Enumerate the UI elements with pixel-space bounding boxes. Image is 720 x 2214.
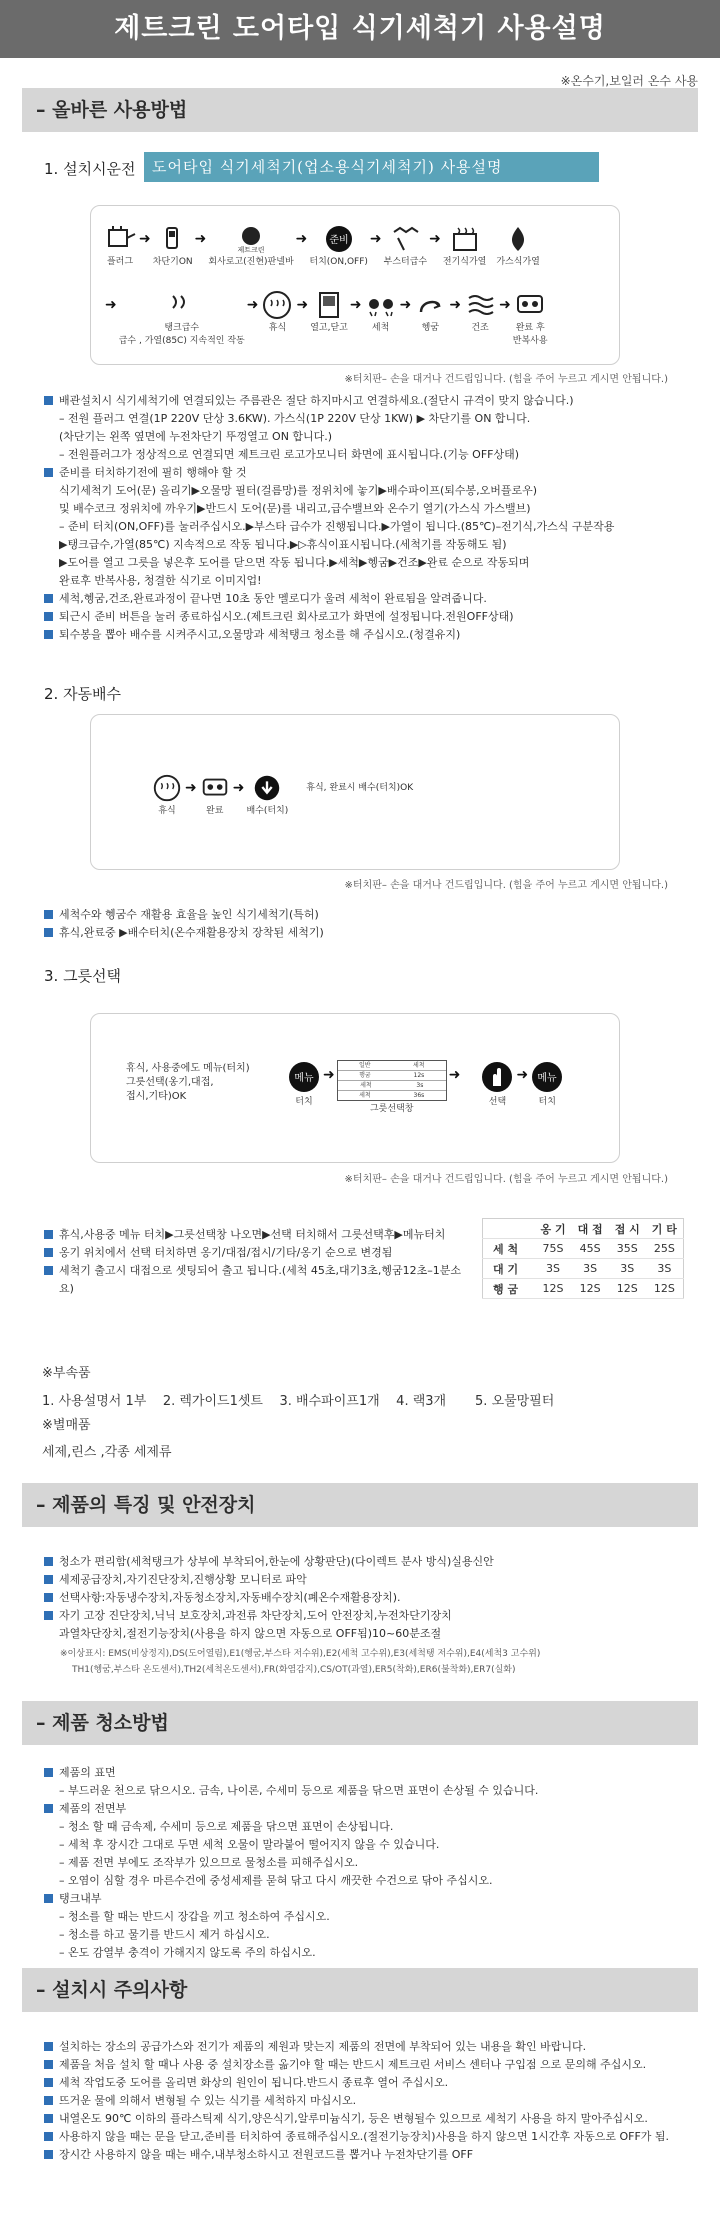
door-icon <box>312 290 346 320</box>
step-label: 휴식 <box>268 323 287 333</box>
list-item: 세척기 출고시 대접으로 셋팅되어 출고 됩니다.(세척 45초,대기3초,헹굼12초–1분소요) <box>44 1262 474 1298</box>
complete-step <box>513 290 548 346</box>
menu-touch-step <box>287 1060 321 1107</box>
step-label: 차단기ON <box>152 257 193 267</box>
step-label: 가스식가열 <box>496 257 540 267</box>
complete-icon <box>513 290 547 320</box>
list-item: – 전원플러그가 정상적으로 연결되면 제트크린 로고가모니터 화면에 표시됩니다.(기능 OFF상태) <box>59 448 520 461</box>
col-header: 대 접 <box>572 1219 609 1239</box>
menu-button-icon <box>287 1060 321 1094</box>
install-row2 <box>103 290 548 346</box>
select-hand-icon <box>480 1060 514 1094</box>
list-item: 과열차단장치,절전기능장치(사용을 하지 않으면 자동으로 OFF됨)10~60분조절 <box>59 1627 442 1640</box>
arrow-icon: ➜ <box>399 297 412 313</box>
arrow-icon: ➜ <box>448 1067 461 1083</box>
error-note-2: TH1(헹굼,부스타 온도센서),TH2(세척온도센서),FR(화염감지),CS/OT(과열),ER5(착화),ER6(불착화),ER7(실화) <box>72 1665 516 1675</box>
list-item: 완료후 반복사용, 청결한 식기로 이미지업! <box>59 574 262 587</box>
logo-panel-icon <box>229 224 273 254</box>
desc-line: 휴식, 사용중에도 메뉴(터치) <box>126 1063 250 1074</box>
rest-icon <box>151 773 183 803</box>
section-usage <box>22 88 698 132</box>
extras-title: ※별매품 <box>42 1418 91 1433</box>
auto-drain-row <box>151 773 413 816</box>
arrow-icon: ➜ <box>369 231 382 247</box>
rinse-step <box>413 290 447 333</box>
menu-touch-step-2 <box>530 1060 564 1107</box>
logo-text: 제트크린 <box>237 246 265 254</box>
col-header: 기 타 <box>646 1219 684 1239</box>
desc-line: 그릇선택(옹기,대접, <box>126 1077 214 1088</box>
list-item: 옹기 위치에서 선택 터치하면 옹기/대접/접시/기타/옹기 순으로 변경됨 <box>44 1244 474 1262</box>
list-item: 퇴근시 준비 버튼을 눌러 종료하십시오.(제트크린 회사로고가 화면에 설정됩니다.전원OFF상태) <box>44 608 684 626</box>
arrow-icon: ➜ <box>429 231 441 247</box>
wash-step <box>364 290 398 333</box>
error-code-notes <box>60 1646 700 1678</box>
col-header: 접 시 <box>609 1219 646 1239</box>
list-item: 청소가 편리함(세척탱크가 상부에 부착되어,한눈에 상황판단)(다이렉트 분사 방식)실용신안 <box>44 1553 684 1571</box>
screen-row: 행굼 12s <box>338 1071 446 1081</box>
bowl-select-row <box>287 1060 564 1114</box>
step-label: 탱크급수 급수 , 가열(85C) 지속적인 작동 <box>118 323 245 346</box>
touch-caption-2: ※터치판– 손을 대거나 건드립입니다. (힘을 주어 누르고 게시면 안됩니다.) <box>344 880 668 891</box>
step-label: 터치 <box>295 1097 313 1107</box>
electric-heater-icon <box>448 224 482 254</box>
list-item: – 온도 감열부 충격이 가해지지 않도록 주의 하십시오. <box>59 1946 316 1959</box>
water-fill-icon <box>388 224 422 254</box>
arrow-icon: ➜ <box>296 297 309 313</box>
arrow-icon: ➜ <box>323 1067 335 1083</box>
page-title: 제트크린 도어타입 식기세척기 사용설명 <box>0 0 720 58</box>
install-caution-bullets <box>44 2038 684 2164</box>
list-item: – 부드러운 천으로 닦으시오. 금속, 나이론, 수세미 등으로 제품을 닦으면 표면이 손상될 수 있습니다. <box>59 1784 539 1797</box>
bowl-select-diagram <box>90 1013 620 1163</box>
breaker-step <box>153 224 193 267</box>
list-item: 배관설치시 식기세척기에 연결되있는 주름관은 절단 하지마시고 연결하세요.(절단시 규격이 맞지 않습니다.) <box>44 392 684 410</box>
rest-icon <box>260 290 294 320</box>
list-item: 세척수와 헹굼수 재활용 효율을 높인 식기세척기(특허) <box>44 906 684 924</box>
list-item: 휴식,완료중 ▶배수터치(온수재활용장치 장착된 세척기) <box>44 924 684 942</box>
arrow-icon: ➜ <box>349 297 362 313</box>
list-item: – 청소를 할 때는 반드시 장갑을 끼고 청소하여 주십시오. <box>59 1910 330 1923</box>
table-row: 세 척 75S 45S 35S 25S <box>483 1239 684 1259</box>
arrow-icon: ➜ <box>139 231 151 247</box>
step-label: 완료 후 반복사용 <box>512 323 548 346</box>
auto-drain-diagram <box>90 714 620 870</box>
step-label: 세척 <box>371 323 390 333</box>
bowl-select-heading: 3. 그릇선택 <box>44 967 122 985</box>
error-note-1: ※이상표시: EMS(비상정지),DS(도어열림),E1(헹굼,부스타 저수위),E2(세척 고수위),E3(세척탱 저수위),E4(세척3 고수위) <box>60 1649 541 1659</box>
section-usage-title: – 올바른 사용방법 <box>36 99 188 121</box>
desc-line: 접시,기타)OK <box>126 1091 187 1102</box>
touch-caption-3: ※터치판– 손을 대거나 건드립입니다. (힘을 주어 누르고 게시면 안됩니다.) <box>344 1174 668 1185</box>
list-item: 선택사항:자동냉수장치,자동청소장치,자동배수장치(폐온수재활용장치). <box>44 1589 684 1607</box>
booster-fill-step <box>384 224 427 267</box>
list-item: – 전원 플러그 연결(1P 220V 단상 3.6KW). 가스식(1P 220V 단상 1KW) ▶ 차단기를 ON 합니다. <box>59 412 531 425</box>
list-item: 뜨거운 물에 의해서 변형될 수 있는 식기를 세척하지 마십시오. <box>44 2092 684 2110</box>
table-row: 대 기 3S 3S 3S 3S <box>483 1259 684 1279</box>
screen-row: 세척 3s <box>338 1081 446 1091</box>
svg-text:준비: 준비 <box>328 235 349 246</box>
install-diagram <box>90 205 620 365</box>
arrow-icon: ➜ <box>194 231 207 247</box>
step-label: 건조 <box>471 323 489 333</box>
list-item: – 준비 터치(ON,OFF)를 눌러주십시오.▶부스타 급수가 진행됩니다.▶가열이 됩니다.(85℃)–전기식,가스식 구분작용 <box>59 520 615 533</box>
touch-caption-1: ※터치판– 손을 대거나 건드립입니다. (힘을 주어 누르고 게시면 안됩니다.) <box>344 374 668 385</box>
menu-button-icon <box>530 1060 564 1094</box>
tank-fill-step <box>119 290 245 346</box>
complete-step <box>199 773 231 816</box>
list-item: 세척 작업도중 도어를 올리면 화상의 원인이 됩니다.반드시 종료후 열어 주십시오. <box>44 2074 684 2092</box>
ready-button-icon <box>322 224 356 254</box>
touch-onoff-step <box>309 224 368 267</box>
auto-drain-desc: 휴식, 완료시 배수(터치)OK <box>306 783 414 793</box>
wash-icon <box>364 290 398 320</box>
step-label: 터치 <box>538 1097 556 1107</box>
rest-step <box>151 773 183 816</box>
section-cleaning <box>22 1701 698 1745</box>
arrow-icon: ➜ <box>449 297 462 313</box>
list-item: 세제공급장치,자기진단장치,진행상황 모니터로 파악 <box>44 1571 684 1589</box>
list-item: 사용하지 않을 때는 문을 닫고,준비를 터치하여 종료해주십시오.(절전기능장치)사용을 하지 않으면 1시간후 자동으로 OFF가 됨. <box>44 2128 684 2146</box>
list-item: 퇴수봉을 뽑아 배수를 시켜주시고,오물망과 세척탱크 청소를 해 주십시오.(청결유지) <box>44 626 684 644</box>
list-item: 준비를 터치하기전에 필히 행해야 할 것 <box>44 464 684 482</box>
list-item: – 세척 후 장시간 그대로 두면 세척 오물이 말라붙어 떨어지지 않을 수 있습니다. <box>59 1838 440 1851</box>
drain-touch-step <box>246 773 288 816</box>
install-run-heading: 1. 설치시운전 <box>44 160 136 178</box>
install-run-bullets <box>44 392 684 644</box>
list-item: 휴식,사용중 메뉴 터치▶그릇선택창 나오면▶선택 터치해서 그릇선택후▶메뉴터치 <box>44 1226 474 1244</box>
arrow-icon: ➜ <box>246 297 259 313</box>
list-item: ▶탱크급수,가열(85℃) 지속적으로 작동 됩니다.▶▷휴식이표시됩니다.(세척기를 작동해도 됨) <box>59 538 507 551</box>
breaker-icon <box>156 224 190 254</box>
auto-drain-heading: 2. 자동배수 <box>44 685 122 703</box>
list-item: 탱크내부 <box>44 1890 684 1908</box>
bowl-select-bullets <box>44 1226 474 1298</box>
screen-row: 일반 세척 <box>338 1061 446 1071</box>
bowl-select-desc <box>126 1062 250 1104</box>
list-item: 설치하는 장소의 공급가스와 전기가 제품의 제원과 맞는지 제품의 전면에 부착되어 있는 내용을 확인 바랍니다. <box>44 2038 684 2056</box>
col-header: 옹 기 <box>535 1219 572 1239</box>
step-label: 선택 <box>488 1097 507 1107</box>
list-item: ▶도어를 열고 그릇을 넣은후 도어를 닫으면 작동 됩니다.▶세척▶헹굼▶건조▶완료 순으로 작동되며 <box>59 556 530 569</box>
rest-step <box>260 290 294 333</box>
table-row: 행 굼 12S 12S 12S 12S <box>483 1279 684 1299</box>
arrow-icon: ➜ <box>105 297 117 313</box>
list-item: – 청소를 하고 물기를 반드시 제거 하십시오. <box>59 1928 270 1941</box>
plug-step <box>103 224 137 267</box>
arrow-icon: ➜ <box>232 780 245 796</box>
install-row1 <box>103 224 540 267</box>
list-item: 자기 고장 진단장치,닉닉 보호장치,과전류 차단장치,도어 안전장치,누전차단기장치 <box>44 1607 684 1625</box>
step-label: 휴식 <box>158 806 176 816</box>
select-touch-step <box>480 1060 514 1107</box>
dry-step <box>463 290 497 333</box>
section-features-title: – 제품의 특징 및 안전장치 <box>36 1494 256 1516</box>
arrow-icon: ➜ <box>295 231 308 247</box>
step-label: 터치(ON,OFF) <box>309 257 368 267</box>
dry-icon <box>463 290 497 320</box>
arrow-icon: ➜ <box>185 780 197 796</box>
drain-down-icon <box>251 773 283 803</box>
list-item: – 제품 전면 부에도 조작부가 있으므로 물청소를 피해주십시오. <box>59 1856 359 1869</box>
section-features <box>22 1483 698 1527</box>
cleaning-bullets <box>44 1764 684 1962</box>
menu-label: 메뉴 <box>294 1073 314 1084</box>
menu-label: 메뉴 <box>537 1073 557 1084</box>
step-label: 전기식가열 <box>442 257 487 267</box>
list-item: 식기세척기 도어(문) 올리기▶오물망 필터(걸름망)를 정위치에 놓기▶배수파이프(퇴수봉,오버플로우) <box>59 484 538 497</box>
list-item: 제품을 처음 설치 할 때나 사용 중 설치장소를 옮기야 할 때는 반드시 제트크린 서비스 센터나 구입점 으로 문의해 주십시오. <box>44 2056 684 2074</box>
extras-list: 세제,린스 ,각종 세제류 <box>42 1445 172 1460</box>
model-tag: 도어타입 식기세척기(업소용식기세척기) 사용설명 <box>144 152 599 182</box>
list-item: 장시간 사용하지 않을 때는 배수,내부청소하시고 전원코드를 뽑거나 누전차단기를 OFF <box>44 2146 684 2164</box>
section-install <box>22 1968 698 2012</box>
step-label: 배수(터치) <box>246 806 289 816</box>
list-item: – 청소 할 때 금속제, 수세미 등으로 제품을 닦으면 표면이 손상됩니다. <box>59 1820 394 1833</box>
step-label: 열고,닫고 <box>310 323 348 333</box>
screen-row: 세척 36s <box>359 1092 425 1099</box>
step-label: 플러그 <box>106 257 134 267</box>
list-item: – 오염이 심할 경우 마른수건에 중성세제를 묻혀 닦고 다시 깨끗한 수건으로 닦아 주십시오. <box>59 1874 493 1887</box>
complete-icon <box>199 773 231 803</box>
features-bullets <box>44 1553 684 1643</box>
door-step <box>310 290 348 333</box>
step-label: 완료 <box>206 806 224 816</box>
accessories-list: 1. 사용설명서 1부 2. 렉가이드1셋트 3. 배수파이프1개 4. 랙3개 5. 오물망필터 <box>42 1394 555 1409</box>
logo-panel-step <box>208 224 293 267</box>
section-cleaning-title: – 제품 청소방법 <box>36 1712 169 1734</box>
corner-cell <box>483 1219 535 1239</box>
flame-icon <box>501 224 535 254</box>
gas-heat-step <box>496 224 539 267</box>
step-label: 회사로고(진현)판넬바 <box>208 257 294 267</box>
tank-fill-icon <box>165 290 199 320</box>
step-label: 그릇선택창 <box>369 1104 414 1114</box>
electric-heat-step <box>443 224 486 267</box>
list-item: (차단기는 왼쪽 옆면에 누전차단기 뚜껑열고 ON 합니다.) <box>59 430 333 443</box>
list-item: 세척,헹굼,건조,완료과정이 끝나면 10초 동안 멜로디가 울려 세척이 완료됨을 알려줍니다. <box>44 590 684 608</box>
rinse-icon <box>413 290 447 320</box>
table-header-row <box>483 1219 684 1239</box>
bowl-screen-step <box>337 1060 447 1114</box>
auto-drain-bullets <box>44 906 684 942</box>
list-item: 제품의 표면 <box>44 1764 684 1782</box>
arrow-icon: ➜ <box>499 297 511 313</box>
section-install-title: – 설치시 주의사항 <box>36 1979 188 2001</box>
list-item: 제품의 전면부 <box>44 1800 684 1818</box>
arrow-icon: ➜ <box>516 1067 529 1083</box>
hot-water-note: ※온수기,보일러 온수 사용 <box>560 74 698 88</box>
step-label: 헹굼 <box>421 323 440 333</box>
list-item: 내열온도 90℃ 이하의 플라스틱제 식기,양은식기,알루미늄식기, 등은 변형될수 있으므로 세척기 사용을 하지 말아주십시오. <box>44 2110 684 2128</box>
list-item: 및 배수코크 정위치에 까우기▶반드시 도어(문)를 내리고,급수밸브와 온수기 열기(가스식 가스밸브) <box>59 502 531 515</box>
accessories-title: ※부속품 <box>42 1366 91 1381</box>
step-label: 부스터급수 <box>383 257 428 267</box>
program-time-table <box>482 1218 684 1299</box>
plug-icon <box>103 224 137 254</box>
bowl-screen <box>337 1060 447 1101</box>
